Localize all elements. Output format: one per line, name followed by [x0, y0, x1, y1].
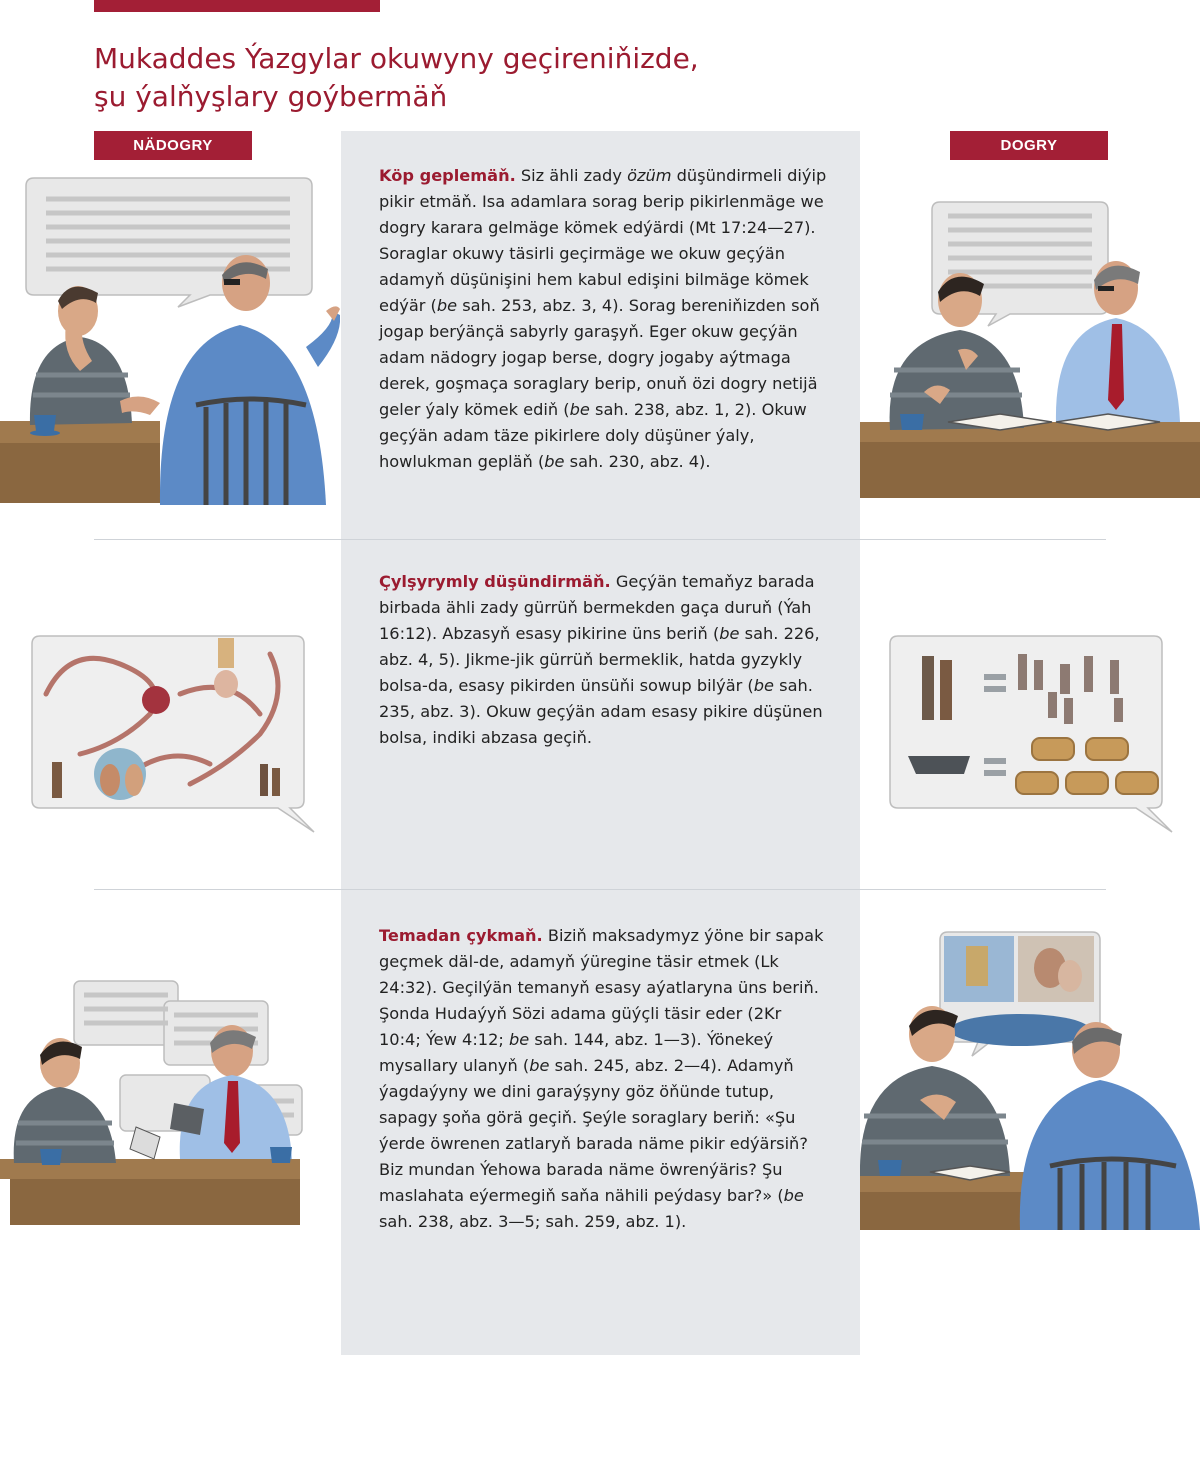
- reference-abbrev: be: [569, 400, 590, 419]
- section-divider: [94, 539, 1106, 540]
- reference-abbrev: be: [436, 296, 458, 315]
- page-title: [94, 40, 894, 116]
- section-1-text: [379, 163, 827, 475]
- text-run: sah. 245, abz. 2—4). Adamyň ýagdaýyny we dini garaýşyny göz öňünde tutup, sapagy şoňa görä geçiň. Şeýle soraglary beriň: «Şu ýerde öwrenen zatlaryň barada näme pikir edýärsiň? Biz mundan Ýehowa barada näme öwrenýäris? Şu maslahata eýermegiň saňa nähili peýdasy bar?» (: [379, 1056, 808, 1205]
- section-3-heading: Temadan çykmaň.: [379, 926, 543, 945]
- text-run: sah. 230, abz. 4).: [564, 452, 711, 471]
- text-run: sah. 238, abz. 1, 2). Okuw geçýän adam täze pikirlere doly düşüner ýaly, howlukman gepläň (: [379, 400, 807, 471]
- reference-abbrev: be: [719, 624, 740, 643]
- text-run: sah. 235, abz. 3). Okuw geçýän adam esasy pikire düşünen bolsa, indiki abzasa geçiň.: [379, 676, 823, 747]
- reference-abbrev: be: [783, 1186, 804, 1205]
- illustration-off-topic: [0, 977, 310, 1227]
- title-line-1: Mukaddes Ýazgylar okuwyny geçireniňizde,: [94, 42, 699, 75]
- reference-abbrev: be: [544, 452, 565, 471]
- illustration-good-conversation: [860, 200, 1200, 500]
- text-run: Siz ähli zady: [515, 166, 628, 185]
- section-2-text: [379, 569, 827, 751]
- text-emphasis: özüm: [627, 166, 672, 185]
- illustration-talking-too-much: [0, 175, 340, 505]
- text-run: sah. 253, abz. 3, 4). Sorag bereniňizden soň jogap berýänçä sabyrly garaşyň. Eger okuw geçýän adam nädogry jogap berse, dogry jogaby aýtmaga derek, goşmaça soraglary berip, onuň özi dogry netijä geler ýaly kömek ediň (: [379, 296, 820, 419]
- illustration-on-topic: [860, 930, 1200, 1230]
- text-run: düşündirmeli diýip pikir etmäň. Isa adamlara sorag berip pikirlenmäge we dogry karara gelmäge kömek edýärdi (Mt 17:24—27). Soraglar okuwy täsirli geçirmäge we okuw geçýän adamyň düşünişini hem kabul edişini bilmäge kömek edýär (: [379, 166, 827, 315]
- text-run: Geçýän temaňyz barada birbada ähli zady gürrüň bermekden gaça duruň (Ýah 16:12). Abzasyň esasy pikirine üns beriň (: [379, 572, 815, 643]
- text-run: sah. 226, abz. 4, 5). Jikme-jik gürrüň bermeklik, hatda gyzykly bolsa-da, esasy pikirden ünsüňi sowup bilýär (: [379, 624, 820, 695]
- section-divider: [94, 889, 1106, 890]
- text-run: sah. 238, abz. 3—5; sah. 259, abz. 1).: [379, 1212, 687, 1231]
- top-accent-bar: [94, 0, 380, 12]
- text-run: sah. 144, abz. 1—3). Ýönekeý mysallary ulanyň (: [379, 1030, 774, 1075]
- section-1-heading: Köp geplemäň.: [379, 166, 516, 185]
- wrong-label: NÄDOGRY: [94, 131, 252, 160]
- right-label: DOGRY: [950, 131, 1108, 160]
- illustration-simple-explanation: [888, 634, 1178, 834]
- reference-abbrev: be: [508, 1030, 530, 1049]
- reference-abbrev: be: [753, 676, 774, 695]
- section-2-heading: Çylşyrymly düşündirmäň.: [379, 572, 611, 591]
- section-3-text: [379, 923, 827, 1235]
- title-line-2: şu ýalňyşlary goýbermäň: [94, 80, 448, 113]
- illustration-complicated-explanation: [30, 634, 320, 834]
- reference-abbrev: be: [529, 1056, 550, 1075]
- text-run: Biziň maksadymyz ýöne bir sapak geçmek däl-de, adamyň ýüregine täsir etmek (Lk 24:32). Geçilýän temanyň esasy aýatlaryna üns beriň. Şonda Hudaýyň Sözi adama güýçli täsir eder (2Kr 10:4; Ýew 4:12;: [379, 926, 824, 1049]
